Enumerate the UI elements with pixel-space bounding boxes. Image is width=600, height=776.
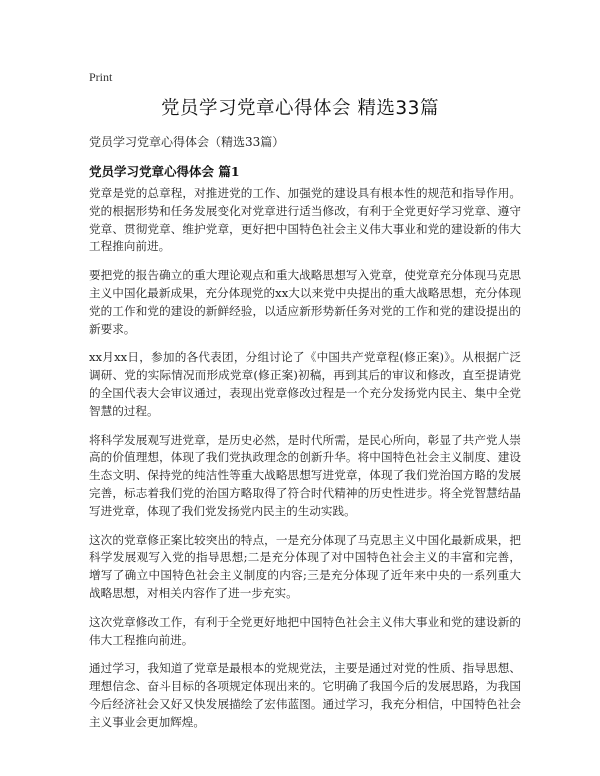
paragraph: 这次党章修改工作，有利于全党更好地把中国特色社会主义伟大事业和党的建设新的伟大工程推向前进。 [89, 614, 521, 647]
paragraph: 要把党的报告确立的重大理论观点和重大战略思想写入党章，使党章充分体现马克思主义中国化最新成果，充分体现党的xx大以来党中央提出的重大战略思想，充分体现党的工作和党的建设的新鲜经验，以适应新形势新任务对党的工作和党的建设提出的新要求。 [89, 268, 521, 336]
paragraph: 党章是党的总章程，对推进党的工作、加强党的建设具有根本性的规范和指导作用。党的根据形势和任务发展变化对党章进行适当修改，有利于全党更好学习党章、遵守党章、贯彻党章、维护党章，更好把中国特色社会主义伟大事业和党的建设新的伟大工程推向前进。 [89, 186, 521, 254]
section-heading: 党员学习党章心得体会 篇1 [89, 164, 240, 179]
paragraph: 通过学习，我知道了党章是最根本的党规党法，主要是通过对党的性质、指导思想、理想信念、奋斗目标的各项规定体现出来的。它明确了我国今后的发展思路，为我国今后经济社会又好又快发展描绘了宏伟蓝图。通过学习，我充分相信，中国特色社会主义事业会更加辉煌。 [89, 661, 521, 729]
print-link[interactable]: Print [89, 70, 113, 84]
document-subtitle: 党员学习党章心得体会（精选33篇） [89, 135, 285, 149]
article-body [89, 185, 521, 743]
paragraph: 将科学发展观写进党章，是历史必然，是时代所需，是民心所向，彰显了共产党人崇高的价值理想，体现了我们党执政理念的创新升华。将中国特色社会主义制度、建设生态文明、保持党的纯洁性等重大战略思想写进党章，体现了我们党治国方略的发展完善，标志着我们党的治国方略取得了符合时代精神的历史性进步。将全党智慧结晶写进党章，体现了我们党发扬党内民主的生动实践。 [89, 432, 521, 518]
paragraph: 这次的党章修正案比较突出的特点，一是充分体现了马克思主义中国化最新成果，把科学发展观写入党的指导思想;二是充分体现了对中国特色社会主义的丰富和完善，增写了确立中国特色社会主义制度的内容;三是充分体现了近年来中央的一系列重大战略思想，对相关内容作了进一步充实。 [89, 532, 521, 600]
paragraph: xx月xx日，参加的各代表团，分组讨论了《中国共产党章程(修正案)》。从根据广泛调研、党的实际情况而形成党章(修正案)初稿，再到其后的审议和修改，直至提请党的全国代表大会审议通过，表现出党章修改过程是一个充分发扬党内民主、集中全党智慧的过程。 [89, 350, 521, 418]
page-title: 党员学习党章心得体会 精选33篇 [161, 98, 439, 119]
